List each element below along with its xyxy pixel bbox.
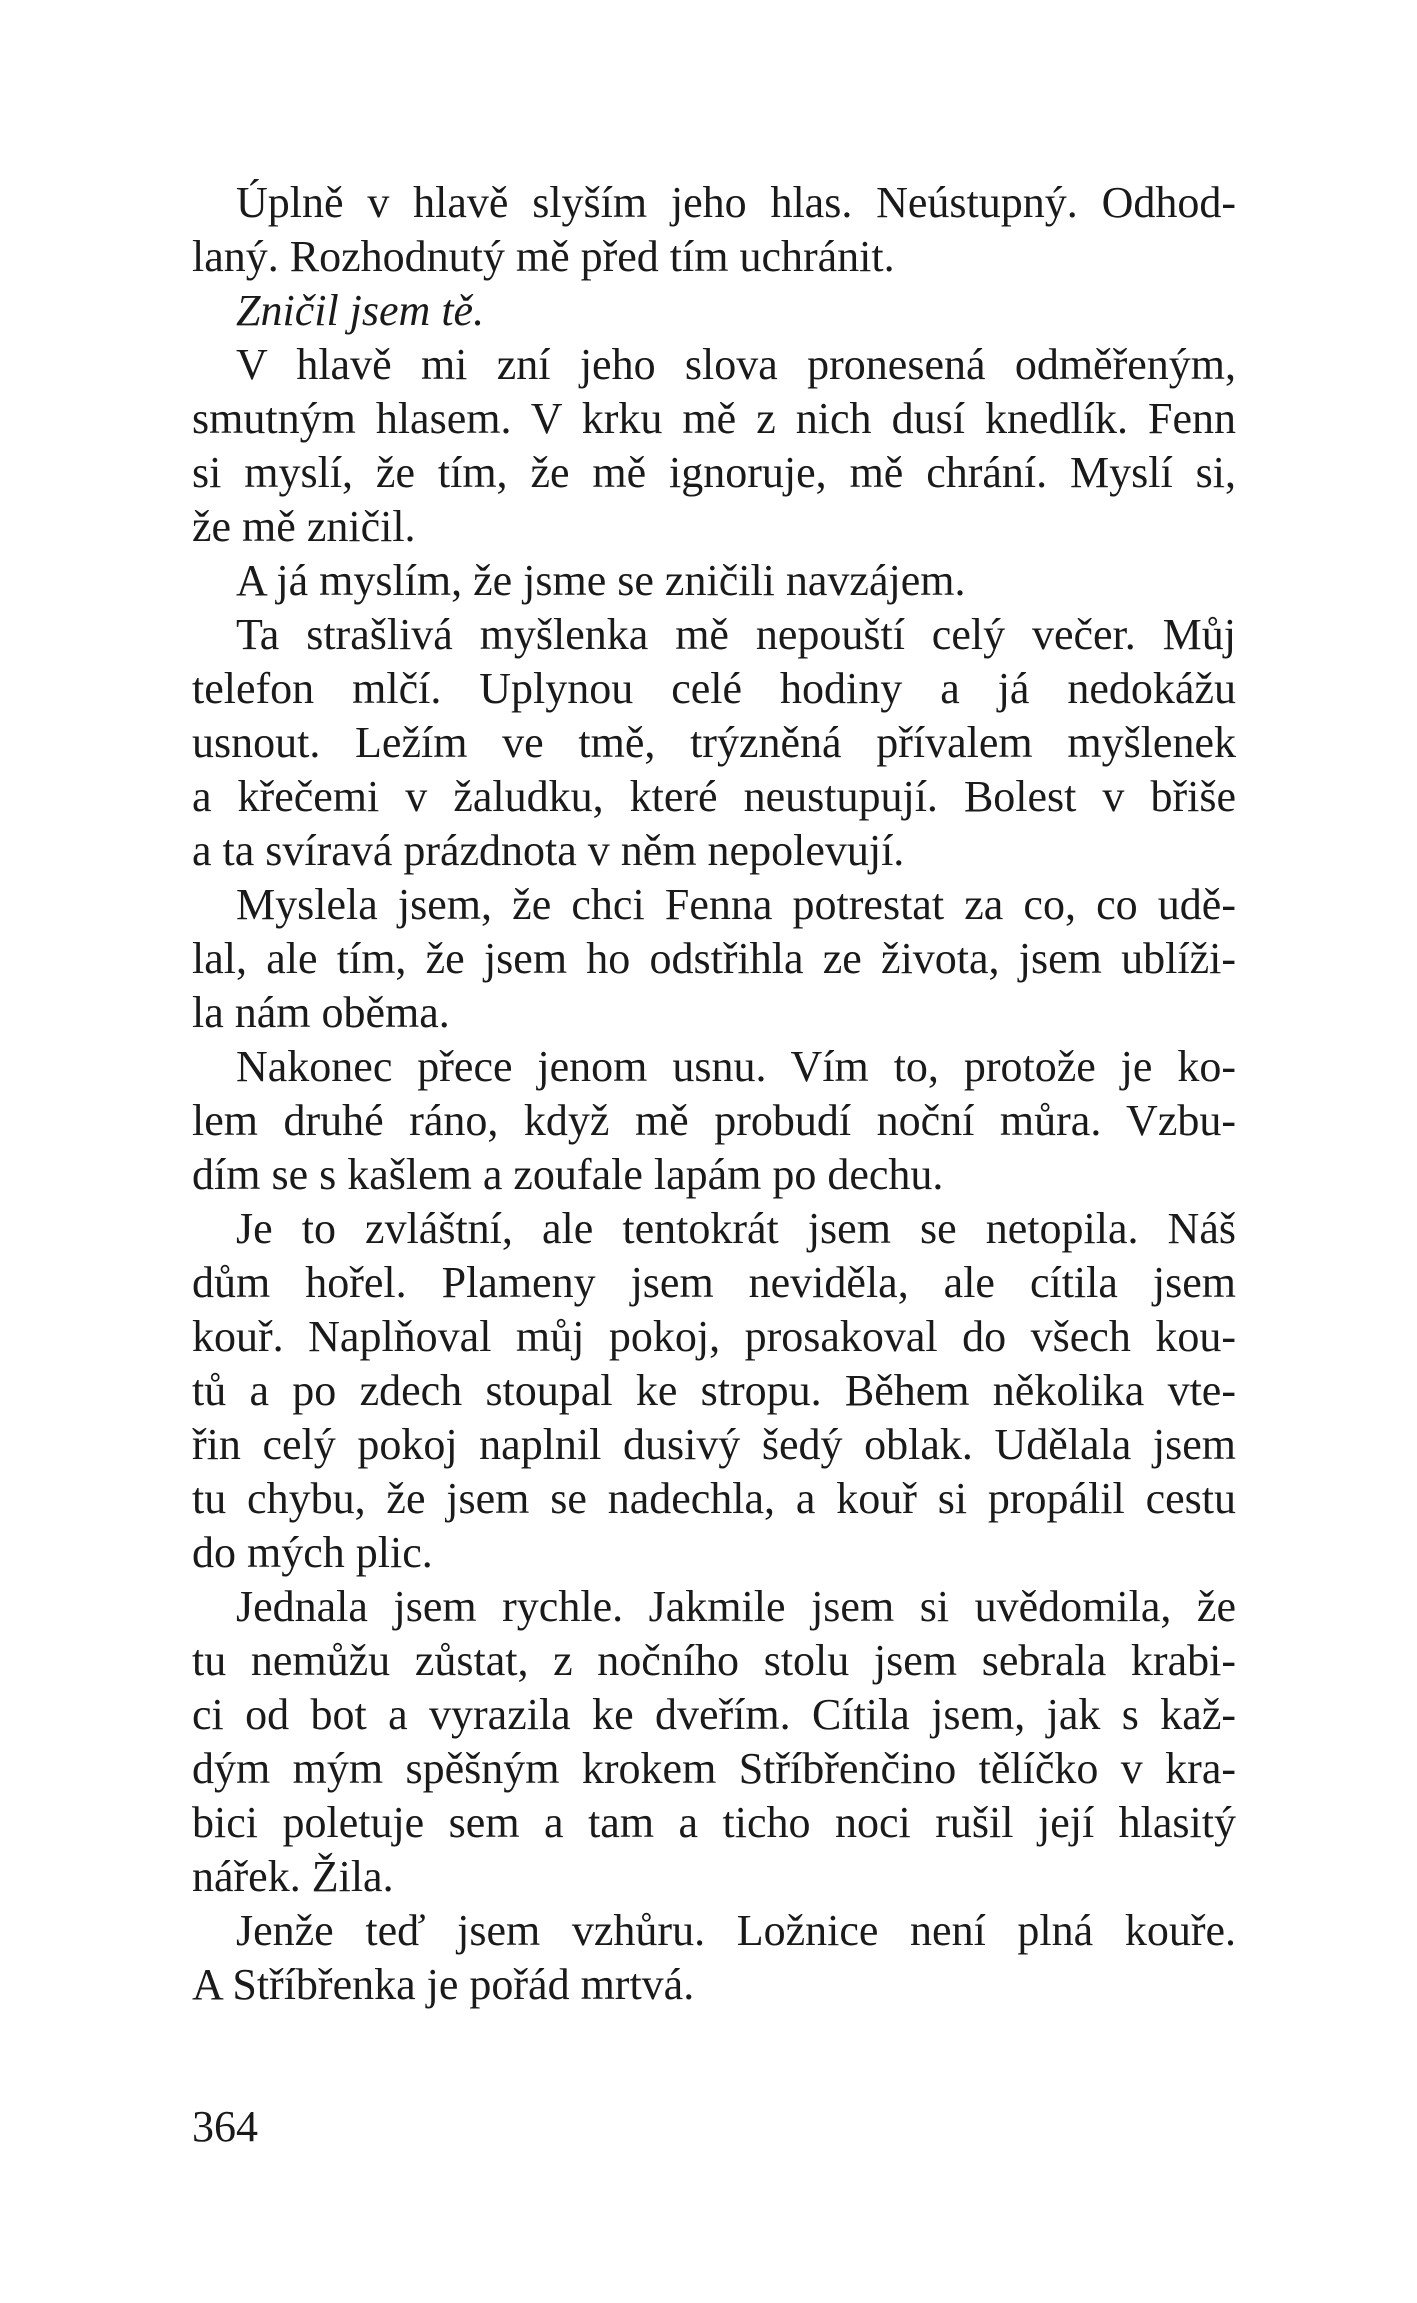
text-line: tů a po zdech stoupal ke stropu. Během několika vte- — [192, 1366, 1236, 1415]
text-line: lem druhé ráno, když mě probudí noční můra. Vzbu- — [192, 1096, 1236, 1145]
text-line: ci od bot a vyrazila ke dveřím. Cítila jsem, jak s kaž- — [192, 1690, 1236, 1739]
text-line: do mých plic. — [192, 1528, 433, 1577]
text-line: tu chybu, že jsem se nadechla, a kouř si propálil cestu — [192, 1474, 1236, 1523]
text-line: že mě zničil. — [192, 502, 416, 551]
text-line: usnout. Ležím ve tmě, trýzněná přívalem myšlenek — [192, 718, 1236, 767]
text-line: A Stříbřenka je pořád mrtvá. — [192, 1960, 695, 2009]
text-line: řin celý pokoj naplnil dusivý šedý oblak. Udělala jsem — [192, 1420, 1236, 1469]
text-line: dým mým spěšným krokem Stříbřenčino tělíčko v kra- — [192, 1744, 1236, 1793]
text-line: Myslela jsem, že chci Fenna potrestat za co, co udě- — [236, 880, 1236, 929]
text-line: telefon mlčí. Uplynou celé hodiny a já nedokážu — [192, 664, 1236, 713]
text-line: a křečemi v žaludku, které neustupují. Bolest v břiše — [192, 772, 1236, 821]
text-line: Nakonec přece jenom usnu. Vím to, protože je ko- — [236, 1042, 1236, 1091]
text-line: kouř. Naplňoval můj pokoj, prosakoval do všech kou- — [192, 1312, 1236, 1361]
text-line: dím se s kašlem a zoufale lapám po dechu. — [192, 1150, 944, 1199]
page-body — [192, 176, 1236, 2012]
text-line: Je to zvláštní, ale tentokrát jsem se netopila. Náš — [236, 1204, 1236, 1253]
text-line: Ta strašlivá myšlenka mě nepouští celý večer. Můj — [236, 610, 1236, 659]
text-line: a ta svíravá prázdnota v něm nepolevují. — [192, 826, 905, 875]
text-line: smutným hlasem. V krku mě z nich dusí knedlík. Fenn — [192, 394, 1236, 443]
text-line: laný. Rozhodnutý mě před tím uchránit. — [192, 232, 895, 281]
text-line: lal, ale tím, že jsem ho odstřihla ze života, jsem ublíži- — [192, 934, 1236, 983]
text-line: la nám oběma. — [192, 988, 450, 1037]
text-line: Úplně v hlavě slyším jeho hlas. Neústupný. Odhod- — [236, 178, 1236, 227]
page-number: 364 — [192, 2102, 258, 2151]
text-line: bici poletuje sem a tam a ticho noci rušil její hlasitý — [192, 1798, 1236, 1847]
text-line: V hlavě mi zní jeho slova pronesená odměřeným, — [236, 340, 1236, 389]
text-line: dům hořel. Plameny jsem neviděla, ale cítila jsem — [192, 1258, 1236, 1307]
text-line: Zničil jsem tě. — [236, 286, 485, 335]
text-line: si myslí, že tím, že mě ignoruje, mě chrání. Myslí si, — [192, 448, 1236, 497]
text-line: Jednala jsem rychle. Jakmile jsem si uvědomila, že — [236, 1582, 1236, 1631]
text-line: A já myslím, že jsme se zničili navzájem. — [236, 556, 966, 605]
text-line: tu nemůžu zůstat, z nočního stolu jsem sebrala krabi- — [192, 1636, 1236, 1685]
text-line: nářek. Žila. — [192, 1852, 394, 1901]
text-line: Jenže teď jsem vzhůru. Ložnice není plná kouře. — [236, 1906, 1236, 1955]
